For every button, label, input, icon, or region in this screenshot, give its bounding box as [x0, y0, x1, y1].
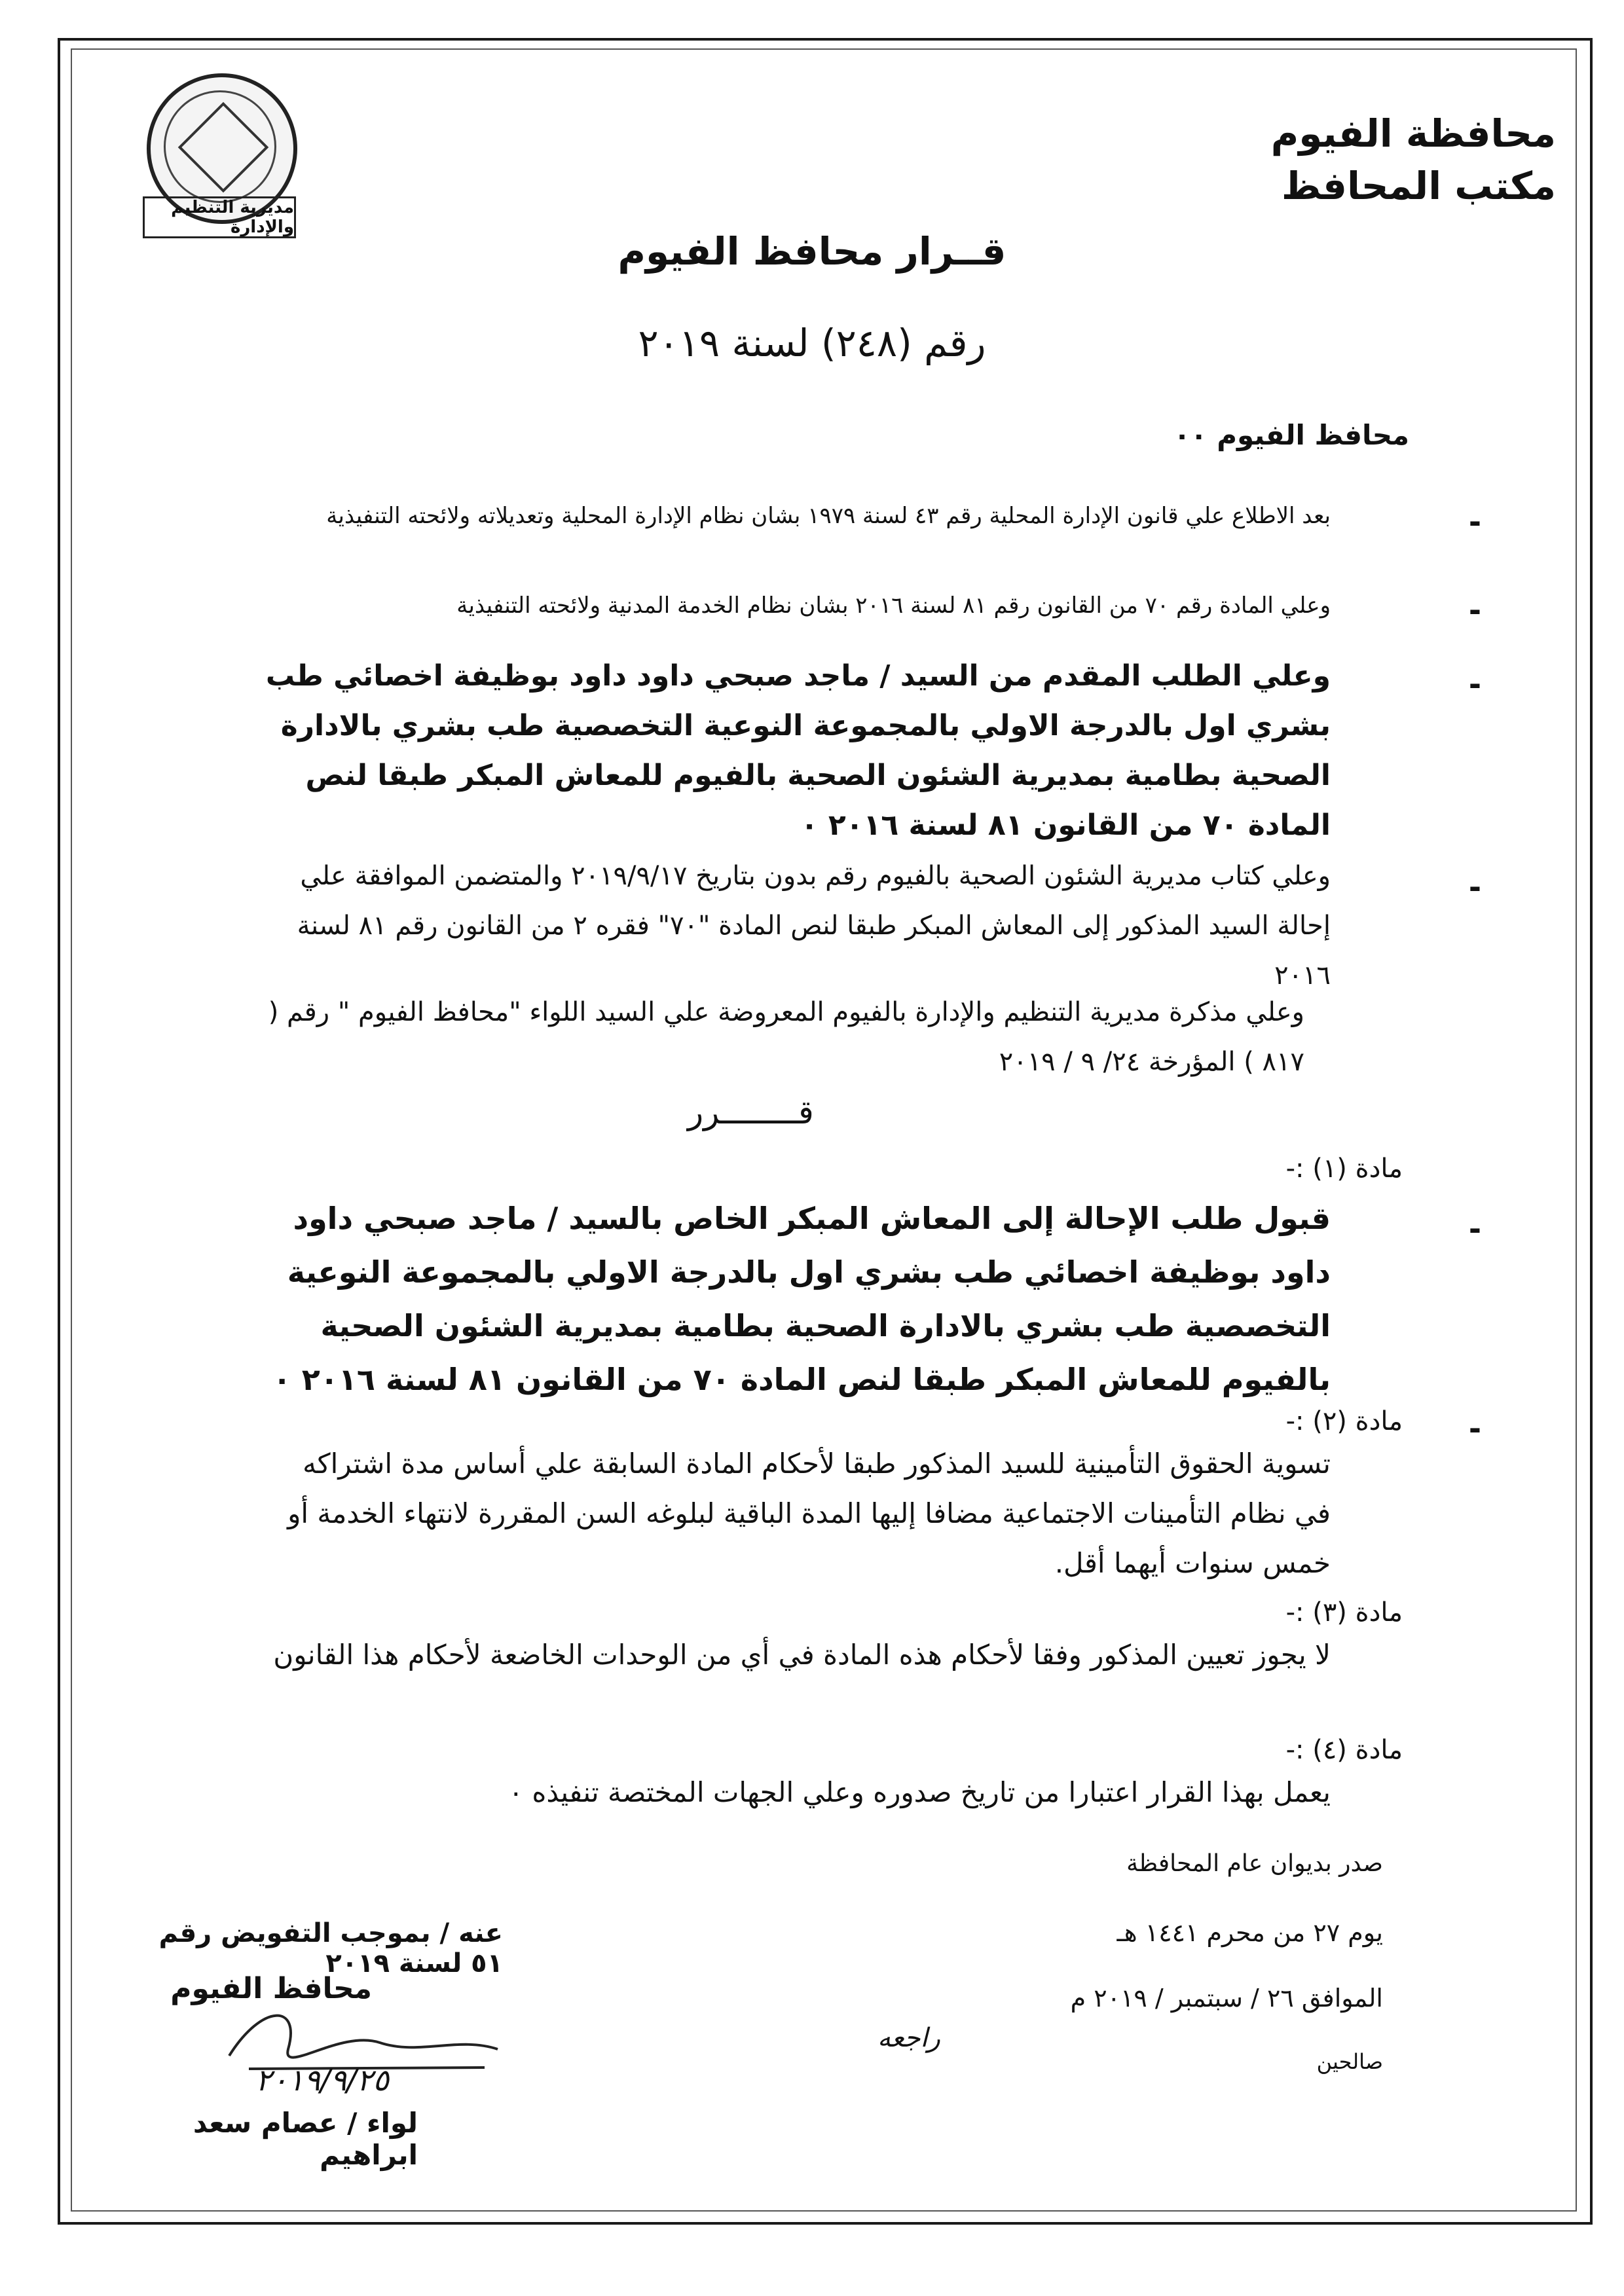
bullet: -: [1468, 504, 1481, 539]
decree-number: رقم (٢٤٨) لسنة ٢٠١٩: [638, 321, 986, 365]
preamble-item: وعلي كتاب مديرية الشئون الصحية بالفيوم رقم بدون بتاريخ ٢٠١٩/٩/١٧ والمتضمن الموافقة علي إحالة السيد المذكور إلى المعاش المبكر طبقا لنص المادة "٧٠" فقره ٢ من القانون رقم ٨١ لسنة ٢٠١٦: [297, 861, 1331, 991]
office-name: مكتب المحافظ: [1281, 164, 1556, 208]
article-heading: مادة (١) :-: [1285, 1154, 1403, 1184]
article-heading: مادة (٤) :-: [1285, 1735, 1403, 1765]
bullet: -: [1468, 869, 1481, 905]
signatory-name: لواء / عصام سعد ابراهيم: [193, 2107, 418, 2171]
bullet: -: [1468, 1211, 1481, 1247]
article-text: تسوية الحقوق التأمينية للسيد المذكور طبقا لأحكام المادة السابقة علي أساس مدة اشتراكه في نظام التأمينات الاجتماعية مضافا إليها المدة الباقية لبلوغه السن المقررة لانتهاء الخدمة أو خمس سنوات أيهما أقل.: [287, 1448, 1331, 1579]
seal-caption: مديرية التنظيم والإدارة: [143, 196, 296, 238]
decides-heading: قــــــــرر: [688, 1093, 814, 1131]
governorate-name: محافظة الفيوم: [1270, 111, 1556, 156]
bullet: -: [1468, 592, 1481, 628]
issued-place: صدر بديوان عام المحافظة: [1126, 1850, 1383, 1877]
delegation-text: عنه / بموجب التفويض رقم ٥١ لسنة ٢٠١٩: [158, 1918, 503, 1978]
signatory-title: محافظ الفيوم: [170, 1972, 372, 2005]
decree-title: قــرار محافظ الفيوم: [618, 229, 1006, 274]
signature-date: ٢٠١٩/٩/٢٥: [255, 2062, 389, 2098]
article-text: يعمل بهذا القرار اعتبارا من تاريخ صدوره وعلي الجهات المختصة تنفيذه ٠: [508, 1776, 1331, 1808]
article-heading: مادة (٣) :-: [1285, 1597, 1403, 1628]
bullet: -: [1468, 666, 1481, 702]
article-text: قبول طلب الإحالة إلى المعاش المبكر الخاص بالسيد / ماجد صبحي داود داود بوظيفة اخصائي طب بشري اول بالدرجة الاولي بالمجموعة النوعية التخصصية طب بشري بالادارة الصحية بطامية بمديرية الشئون الصحية بالفيوم للمعاش المبكر طبقا لنص المادة ٧٠ من القانون ٨١ لسنة ٢٠١٦ ٠: [272, 1201, 1331, 1397]
page-inner-border: [71, 48, 1577, 2212]
review-initials: راجعه: [877, 2023, 940, 2053]
preamble-item: وعلي الطلب المقدم من السيد / ماجد صبحي داود داود بوظيفة اخصائي طب بشري اول بالدرجة الاولي بالمجموعة النوعية التخصصية طب بشري بالادارة الصحية بطامية بمديرية الشئون الصحية بالفيوم للمعاش المبكر طبقا لنص المادة ٧٠ من القانون ٨١ لسنة ٢٠١٦ ٠: [265, 659, 1331, 842]
preamble-item: وعلي مذكرة مديرية التنظيم والإدارة بالفيوم المعروضة علي السيد اللواء "محافظ الفيوم " رقم ( ٨١٧ ) المؤرخة ٢٤/ ٩ / ٢٠١٩: [268, 997, 1304, 1077]
bullet: -: [1468, 1411, 1481, 1446]
article-heading: مادة (٢) :-: [1285, 1406, 1403, 1436]
preamble-item: بعد الاطلاع علي قانون الإدارة المحلية رقم ٤٣ لسنة ١٩٧٩ بشان نظام الإدارة المحلية وتعديلاته ولائحته التنفيذية: [326, 503, 1331, 529]
preamble-item: وعلي المادة رقم ٧٠ من القانون رقم ٨١ لسنة ٢٠١٦ بشان نظام الخدمة المدنية ولائحته التنفيذية: [456, 592, 1331, 619]
article-text: لا يجوز تعيين المذكور وفقا لأحكام هذه المادة في أي من الوحدات الخاضعة لأحكام هذا القانون: [273, 1639, 1331, 1671]
addressee: محافظ الفيوم ٠٠: [1173, 419, 1409, 451]
prepared-by: صالحين: [1316, 2049, 1383, 2074]
issued-hijri-date: يوم ٢٧ من محرم ١٤٤١ هـ: [1116, 1918, 1383, 1947]
issued-gregorian-date: الموافق ٢٦ / سبتمبر / ٢٠١٩ م: [1070, 1984, 1383, 2013]
